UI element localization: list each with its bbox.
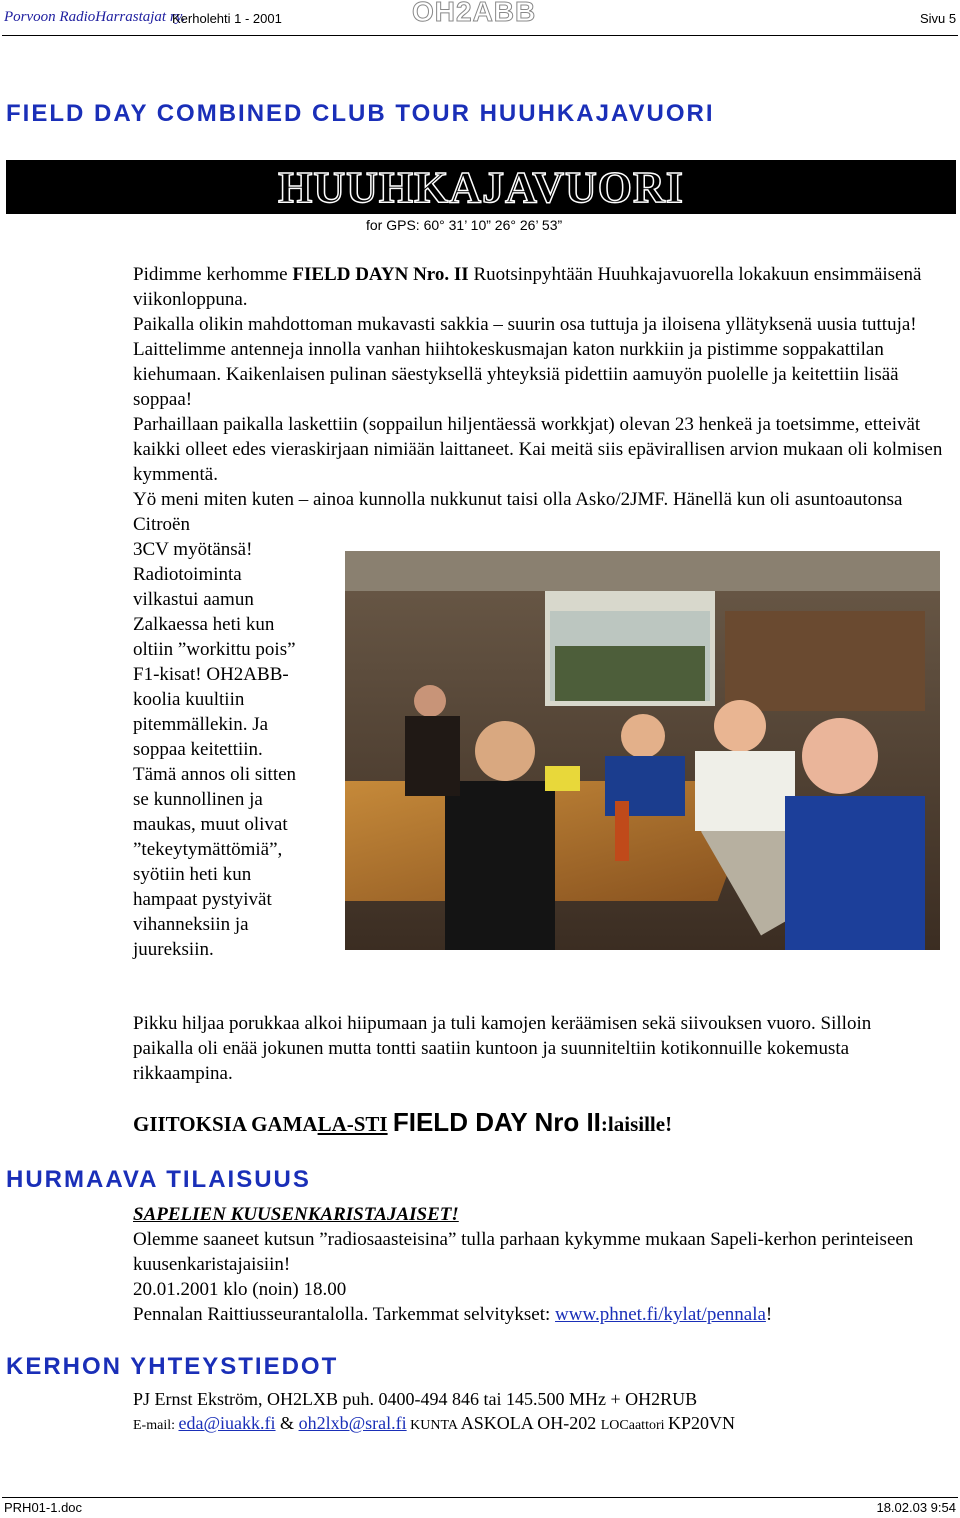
invitation-date: 20.01.2001 klo (noin) 18.00 [133, 1279, 347, 1300]
email-link-eda[interactable]: eda@iuakk.fi [178, 1413, 276, 1433]
loc-value: KP20VN [668, 1413, 736, 1433]
invitation-place [133, 1302, 948, 1327]
side-line: syötiin heti kun [133, 864, 252, 885]
thanks-field-day: FIELD DAY Nro II [392, 1107, 601, 1137]
p1-end: Ruotsinpyhtään Huuhkajavuorella lokakuun ensimmäisenä viikonloppuna. [133, 264, 922, 310]
issue-label: Kerholehti 1 - 2001 [172, 11, 282, 26]
side-line: Zalkaessa heti kun [133, 614, 275, 635]
field-day-heading: FIELD DAY COMBINED CLUB TOUR HUUHKAJAVUORI [6, 100, 715, 127]
invitation-text: Olemme saaneet kutsun ”radiosaasteisina” tulla parhaan kykymme mukaan Sapeli-kerhon perinteiseen kuusenkaristajaisiin! [133, 1229, 914, 1275]
paragraph-1 [133, 262, 953, 312]
side-line: Radiotoiminta [133, 564, 242, 585]
callsign-logo: OH2ABB [412, 0, 537, 27]
thanks-line [133, 1107, 672, 1138]
email-link-oh2lxb[interactable]: oh2lxb@sral.fi [298, 1413, 407, 1433]
side-line: 3CV myötänsä! [133, 539, 253, 560]
kunta-label: KUNTA [406, 1418, 461, 1433]
footer-rule [2, 1497, 958, 1498]
paragraph-5: Yö meni miten kuten – ainoa kunnolla nukkunut taisi olla Asko/2JMF. Hänellä kun oli asuntoautonsa Citroën [133, 489, 903, 535]
side-line: Tämä annos oli sitten [133, 764, 297, 785]
side-line: soppaa keitettiin. [133, 739, 263, 760]
side-line: F1-kisat! OH2ABB- [133, 664, 289, 685]
email-label: E-mail: [133, 1418, 179, 1433]
side-line: maukas, muut olivat [133, 814, 288, 835]
thanks-part-a: GIITOKSIA GAMA [133, 1112, 318, 1136]
thanks-part-b: LA-STI [317, 1112, 388, 1136]
invitation-section [133, 1202, 948, 1327]
photo-illustration [345, 551, 940, 950]
huuhkajavuori-banner [6, 160, 956, 214]
thanks-part-e: :laisille! [600, 1112, 673, 1136]
place-text: Pennalan Raittiusseurantalolla. Tarkemmat selvitykset: [133, 1304, 556, 1325]
kunta-value: ASKOLA OH-202 [460, 1413, 601, 1433]
page-header [0, 0, 960, 40]
p1-bold: FIELD DAYN Nro. II [292, 264, 469, 285]
hurmaava-heading: HURMAAVA TILAISUUS [6, 1166, 311, 1193]
kerhon-heading: KERHON YHTEYSTIEDOT [6, 1353, 339, 1380]
field-day-photo [345, 551, 940, 950]
side-line: oltiin ”workittu pois” [133, 639, 296, 660]
contact-line-1: PJ Ernst Ekström, OH2LXB puh. 0400-494 846 tai 145.500 MHz + OH2RUB [133, 1389, 698, 1409]
article-body [133, 262, 953, 537]
club-name: Porvoon RadioHarrastajat ry. [4, 9, 186, 25]
side-line: vilkastui aamun [133, 589, 254, 610]
paragraph-2: Paikalla olikin mahdottoman mukavasti sakkia – suurin osa tuttuja ja iloisena yllätyksenä uusia tuttuja! [133, 314, 917, 335]
contact-line-2 [133, 1411, 953, 1438]
place-end: ! [765, 1304, 773, 1325]
side-column-text [133, 537, 333, 962]
pennala-link[interactable]: www.phnet.fi/kylat/pennala [555, 1304, 766, 1325]
side-line: koolia kuultiin [133, 689, 245, 710]
gps-coordinates: for GPS: 60° 31’ 10” 26° 26’ 53” [366, 217, 563, 233]
side-line: se kunnollinen ja [133, 789, 263, 810]
side-line: vihanneksiin ja [133, 914, 249, 935]
side-line: pitemmällekin. Ja [133, 714, 269, 735]
paragraph-3: Laittelimme antenneja innolla vanhan hiihtokeskusmajan katon nurkkiin ja pistimme soppakattilan kiehumaan. Kaikenlaisen pulinan säestyksellä yhteyksiä pidettiin aamuyön puolelle ja keitettiin lisää soppaa! [133, 339, 899, 410]
side-line: hampaat pystyivät [133, 889, 272, 910]
trip-end-paragraph [133, 1011, 933, 1086]
banner-title: HUUHKAJAVUORI [278, 163, 684, 212]
loc-label: LOCaattori [600, 1418, 669, 1433]
paragraph-6: Pikku hiljaa porukkaa alkoi hiipumaan ja tuli kamojen keräämisen sekä siivouksen vuoro. Silloin paikalla oli enää jokunen mutta tontti saatiin kuntoon ja suunniteltiin kotikonnuille kokemusta rikkaampina. [133, 1013, 872, 1084]
invitation-title: SAPELIEN KUUSENKARISTAJAISET! [133, 1204, 459, 1225]
paragraph-4: Parhaillaan paikalla laskettiin (soppailun hiljentäessä workkjat) olevan 23 henkeä ja toetsimme, etteivät kaikki olleet edes vieraskirjaan nimiään laittaneet. Kai meitä siis epävirallisen arvion mukaan oli kolmisen kymmentä. [133, 414, 943, 485]
page-number: Sivu 5 [920, 11, 957, 26]
p1-start: Pidimme kerhomme [133, 264, 293, 285]
side-line: ”tekeytymättömiä”, [133, 839, 283, 860]
header-rule [2, 35, 958, 36]
footer-filename: PRH01-1.doc [4, 1500, 83, 1515]
footer-date: 18.02.03 9:54 [876, 1500, 956, 1515]
amp-sep: & [275, 1413, 299, 1433]
contact-info [133, 1387, 953, 1438]
side-line: juureksiin. [133, 939, 214, 960]
